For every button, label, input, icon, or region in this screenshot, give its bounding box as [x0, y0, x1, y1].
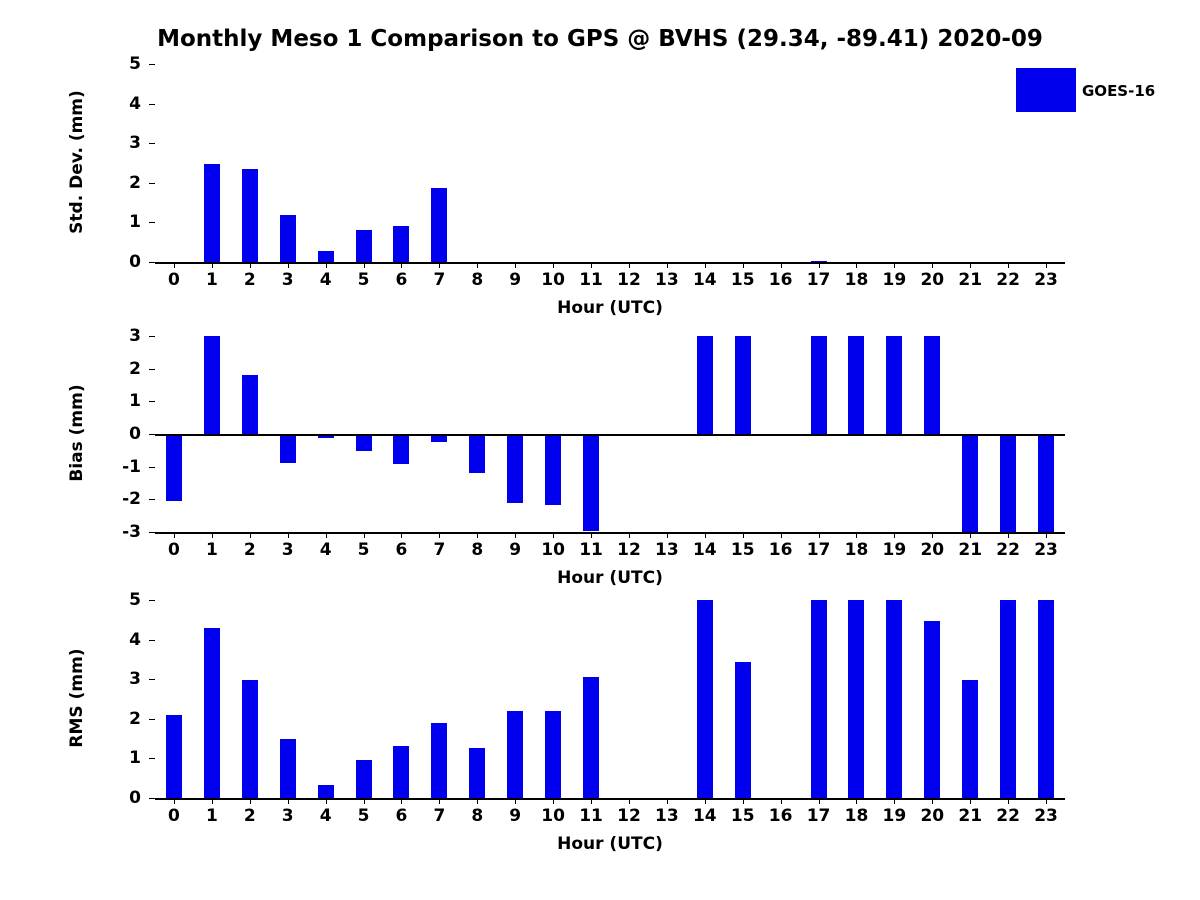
y-tick-mark	[149, 798, 155, 799]
bar	[811, 600, 827, 798]
x-tick-mark	[705, 532, 706, 538]
x-tick-mark	[364, 262, 365, 268]
x-tick-mark	[1008, 532, 1009, 538]
y-tick-mark	[149, 719, 155, 720]
x-tick-label: 5	[357, 540, 370, 560]
bar	[204, 628, 220, 798]
y-tick-mark	[149, 183, 155, 184]
x-tick-mark	[743, 798, 744, 804]
zero-axis-line	[155, 434, 1065, 436]
bar	[166, 715, 182, 798]
x-tick-mark	[781, 262, 782, 268]
bar	[204, 164, 220, 262]
x-tick-label: 18	[844, 806, 869, 826]
bar	[924, 621, 940, 798]
bar	[962, 680, 978, 798]
bottom-axis-line	[155, 532, 1065, 534]
x-tick-label: 10	[541, 806, 565, 826]
x-tick-label: 2	[243, 270, 256, 290]
x-tick-mark	[856, 532, 857, 538]
bar	[848, 600, 864, 798]
x-tick-label: 6	[395, 806, 408, 826]
y-tick-label: 2	[129, 708, 141, 729]
x-tick-mark	[288, 798, 289, 804]
x-tick-label: 23	[1034, 806, 1058, 826]
x-axis-label: Hour (UTC)	[557, 568, 663, 588]
x-tick-label: 17	[806, 806, 831, 826]
x-tick-label: 17	[806, 270, 831, 290]
x-tick-label: 18	[844, 540, 869, 560]
x-tick-mark	[439, 798, 440, 804]
x-tick-mark	[326, 532, 327, 538]
bar	[280, 434, 296, 463]
bar	[242, 680, 258, 798]
y-tick-label: 0	[129, 252, 141, 272]
bar	[811, 336, 827, 434]
x-tick-mark	[212, 532, 213, 538]
x-tick-label: 21	[958, 806, 983, 826]
x-tick-label: 14	[692, 270, 717, 290]
x-tick-mark	[819, 798, 820, 804]
x-tick-label: 3	[281, 270, 294, 290]
x-tick-mark	[970, 798, 971, 804]
x-tick-label: 13	[655, 806, 679, 826]
x-tick-mark	[743, 532, 744, 538]
bar	[583, 677, 599, 798]
x-tick-label: 23	[1034, 540, 1058, 560]
x-tick-label: 19	[882, 540, 907, 560]
x-tick-label: 16	[768, 270, 793, 290]
bar	[356, 434, 372, 451]
bar	[924, 336, 940, 434]
x-tick-mark	[819, 532, 820, 538]
x-tick-mark	[250, 798, 251, 804]
y-tick-label: -3	[122, 522, 141, 542]
x-tick-label: 19	[882, 270, 907, 290]
x-tick-mark	[894, 798, 895, 804]
x-tick-mark	[553, 262, 554, 268]
x-tick-mark	[932, 262, 933, 268]
x-tick-label: 23	[1034, 270, 1058, 290]
x-tick-label: 22	[996, 540, 1020, 560]
bar	[356, 230, 372, 262]
x-tick-mark	[250, 262, 251, 268]
x-tick-label: 8	[471, 270, 484, 290]
x-tick-mark	[856, 798, 857, 804]
x-tick-mark	[781, 532, 782, 538]
x-tick-label: 8	[471, 540, 484, 560]
x-tick-mark	[591, 262, 592, 268]
x-tick-mark	[174, 262, 175, 268]
x-tick-label: 12	[617, 270, 641, 290]
x-tick-label: 1	[205, 540, 218, 560]
bar	[318, 251, 334, 262]
bar	[735, 336, 751, 434]
x-tick-label: 16	[768, 540, 793, 560]
bar	[507, 434, 523, 503]
x-tick-mark	[629, 532, 630, 538]
x-tick-mark	[288, 532, 289, 538]
x-tick-label: 6	[395, 540, 408, 560]
x-tick-label: 7	[433, 540, 446, 560]
x-tick-mark	[439, 262, 440, 268]
x-tick-mark	[1008, 262, 1009, 268]
panel-bias	[67, 326, 1065, 588]
x-tick-mark	[591, 798, 592, 804]
bar	[431, 723, 447, 798]
panel-rms	[67, 590, 1065, 854]
x-tick-label: 13	[655, 540, 679, 560]
x-tick-mark	[970, 532, 971, 538]
x-tick-label: 21	[958, 540, 983, 560]
chart-title: Monthly Meso 1 Comparison to GPS @ BVHS (29.34, -89.41) 2020-09	[157, 26, 1043, 52]
x-tick-mark	[515, 262, 516, 268]
y-tick-mark	[149, 679, 155, 680]
x-tick-label: 11	[579, 540, 603, 560]
bar	[242, 375, 258, 434]
y-tick-label: 0	[129, 788, 141, 808]
x-tick-label: 16	[768, 806, 793, 826]
y-tick-label: 3	[129, 669, 141, 690]
x-tick-label: 7	[433, 806, 446, 826]
x-tick-mark	[894, 262, 895, 268]
y-tick-mark	[149, 336, 155, 337]
y-tick-mark	[149, 499, 155, 500]
bar	[204, 336, 220, 434]
bar	[545, 711, 561, 798]
x-tick-mark	[1008, 798, 1009, 804]
x-tick-label: 22	[996, 806, 1020, 826]
x-tick-label: 15	[730, 540, 755, 560]
bar	[1000, 600, 1016, 798]
x-tick-label: 7	[433, 270, 446, 290]
x-tick-mark	[212, 262, 213, 268]
x-tick-mark	[212, 798, 213, 804]
y-tick-label: 1	[129, 391, 141, 412]
plot-area-rms	[67, 590, 1065, 854]
bar	[280, 215, 296, 262]
x-tick-label: 13	[655, 270, 679, 290]
x-tick-label: 22	[996, 270, 1020, 290]
x-tick-mark	[705, 798, 706, 804]
x-tick-mark	[477, 262, 478, 268]
y-tick-mark	[149, 434, 155, 435]
x-tick-mark	[667, 532, 668, 538]
panel-std-dev	[67, 54, 1065, 318]
bar	[1038, 600, 1054, 798]
x-tick-mark	[932, 798, 933, 804]
y-tick-label: 4	[129, 93, 141, 114]
x-tick-label: 5	[357, 270, 370, 290]
y-tick-mark	[149, 222, 155, 223]
x-tick-label: 9	[509, 806, 522, 826]
y-tick-mark	[149, 600, 155, 601]
x-tick-label: 0	[168, 270, 180, 290]
y-tick-label: -1	[122, 456, 141, 477]
x-tick-mark	[743, 262, 744, 268]
y-tick-label: 2	[129, 172, 141, 193]
x-tick-mark	[1046, 262, 1047, 268]
bar	[1038, 434, 1054, 532]
bar	[469, 434, 485, 473]
x-tick-mark	[553, 532, 554, 538]
y-tick-label: 1	[129, 748, 141, 769]
bar	[318, 785, 334, 798]
legend-label-goes16: GOES-16	[1082, 82, 1156, 100]
y-tick-mark	[149, 143, 155, 144]
bar	[697, 600, 713, 798]
bar	[507, 711, 523, 798]
x-axis-label: Hour (UTC)	[557, 834, 663, 854]
x-tick-mark	[174, 798, 175, 804]
y-tick-mark	[149, 401, 155, 402]
x-tick-label: 2	[243, 540, 256, 560]
x-tick-mark	[515, 532, 516, 538]
y-tick-label: 0	[129, 424, 141, 444]
y-tick-label: -2	[122, 489, 141, 510]
bar	[1000, 434, 1016, 532]
plot-area-std-dev	[67, 54, 1065, 318]
x-tick-mark	[288, 262, 289, 268]
x-tick-label: 1	[205, 270, 218, 290]
y-tick-label: 3	[129, 133, 141, 154]
bar	[545, 434, 561, 505]
plot-area-bias	[67, 326, 1065, 588]
x-tick-label: 2	[243, 806, 256, 826]
bar	[280, 739, 296, 798]
x-tick-mark	[667, 262, 668, 268]
x-tick-label: 4	[319, 270, 332, 290]
y-axis-label: Std. Dev. (mm)	[67, 90, 87, 234]
bar	[166, 434, 182, 501]
bar	[583, 434, 599, 531]
bar	[848, 336, 864, 434]
x-tick-label: 14	[692, 806, 717, 826]
x-tick-mark	[819, 262, 820, 268]
x-tick-mark	[553, 798, 554, 804]
x-tick-label: 10	[541, 270, 565, 290]
x-tick-label: 15	[730, 806, 755, 826]
x-tick-mark	[326, 262, 327, 268]
x-tick-label: 4	[319, 806, 332, 826]
y-tick-label: 3	[129, 326, 141, 346]
x-tick-label: 15	[730, 270, 755, 290]
bar	[697, 336, 713, 434]
x-tick-label: 3	[281, 540, 294, 560]
bar	[393, 434, 409, 464]
y-tick-mark	[149, 532, 155, 533]
x-tick-label: 12	[617, 540, 641, 560]
bar	[886, 336, 902, 434]
x-tick-mark	[401, 262, 402, 268]
x-tick-mark	[477, 532, 478, 538]
x-tick-label: 12	[617, 806, 641, 826]
bar	[886, 600, 902, 798]
x-tick-label: 18	[844, 270, 869, 290]
x-tick-mark	[629, 262, 630, 268]
x-tick-mark	[174, 532, 175, 538]
x-tick-mark	[439, 532, 440, 538]
x-tick-mark	[477, 798, 478, 804]
x-tick-mark	[326, 798, 327, 804]
y-tick-mark	[149, 104, 155, 105]
y-tick-mark	[149, 758, 155, 759]
x-tick-mark	[364, 532, 365, 538]
bar	[393, 746, 409, 798]
x-tick-mark	[1046, 798, 1047, 804]
legend-swatch-goes16	[1016, 68, 1076, 112]
x-tick-label: 19	[882, 806, 907, 826]
x-tick-label: 20	[920, 540, 945, 560]
x-tick-mark	[629, 798, 630, 804]
x-tick-label: 9	[509, 540, 522, 560]
x-tick-label: 0	[168, 806, 180, 826]
bar	[431, 188, 447, 262]
x-tick-label: 11	[579, 806, 603, 826]
y-tick-mark	[149, 262, 155, 263]
x-tick-label: 4	[319, 540, 332, 560]
x-tick-label: 17	[806, 540, 831, 560]
x-tick-label: 8	[471, 806, 484, 826]
x-tick-label: 21	[958, 270, 983, 290]
x-tick-mark	[401, 798, 402, 804]
x-tick-label: 11	[579, 270, 603, 290]
x-tick-label: 14	[692, 540, 717, 560]
x-tick-mark	[401, 532, 402, 538]
y-tick-label: 5	[129, 54, 141, 74]
bar	[242, 169, 258, 262]
y-tick-mark	[149, 64, 155, 65]
x-tick-label: 1	[205, 806, 218, 826]
bar	[393, 226, 409, 262]
x-tick-label: 3	[281, 806, 294, 826]
x-tick-mark	[591, 532, 592, 538]
x-tick-label: 9	[509, 270, 522, 290]
x-axis-label: Hour (UTC)	[557, 298, 663, 318]
y-tick-label: 2	[129, 358, 141, 379]
y-tick-label: 5	[129, 590, 141, 610]
zero-axis-line	[155, 798, 1065, 800]
y-axis-label: RMS (mm)	[67, 648, 87, 748]
x-tick-mark	[1046, 532, 1047, 538]
x-tick-label: 10	[541, 540, 565, 560]
bar	[356, 760, 372, 798]
y-tick-label: 1	[129, 212, 141, 233]
y-axis-label: Bias (mm)	[67, 384, 87, 482]
x-tick-mark	[515, 798, 516, 804]
y-tick-mark	[149, 467, 155, 468]
y-tick-mark	[149, 369, 155, 370]
zero-axis-line	[155, 262, 1065, 264]
x-tick-label: 6	[395, 270, 408, 290]
x-tick-mark	[894, 532, 895, 538]
bar	[469, 748, 485, 798]
x-tick-mark	[970, 262, 971, 268]
x-tick-label: 5	[357, 806, 370, 826]
x-tick-label: 20	[920, 806, 945, 826]
x-tick-mark	[856, 262, 857, 268]
x-tick-mark	[705, 262, 706, 268]
y-tick-mark	[149, 640, 155, 641]
x-tick-label: 0	[168, 540, 180, 560]
bar	[962, 434, 978, 532]
bar	[735, 662, 751, 798]
x-tick-label: 20	[920, 270, 945, 290]
x-tick-mark	[364, 798, 365, 804]
x-tick-mark	[250, 532, 251, 538]
y-tick-label: 4	[129, 629, 141, 650]
x-tick-mark	[781, 798, 782, 804]
x-tick-mark	[932, 532, 933, 538]
x-tick-mark	[667, 798, 668, 804]
